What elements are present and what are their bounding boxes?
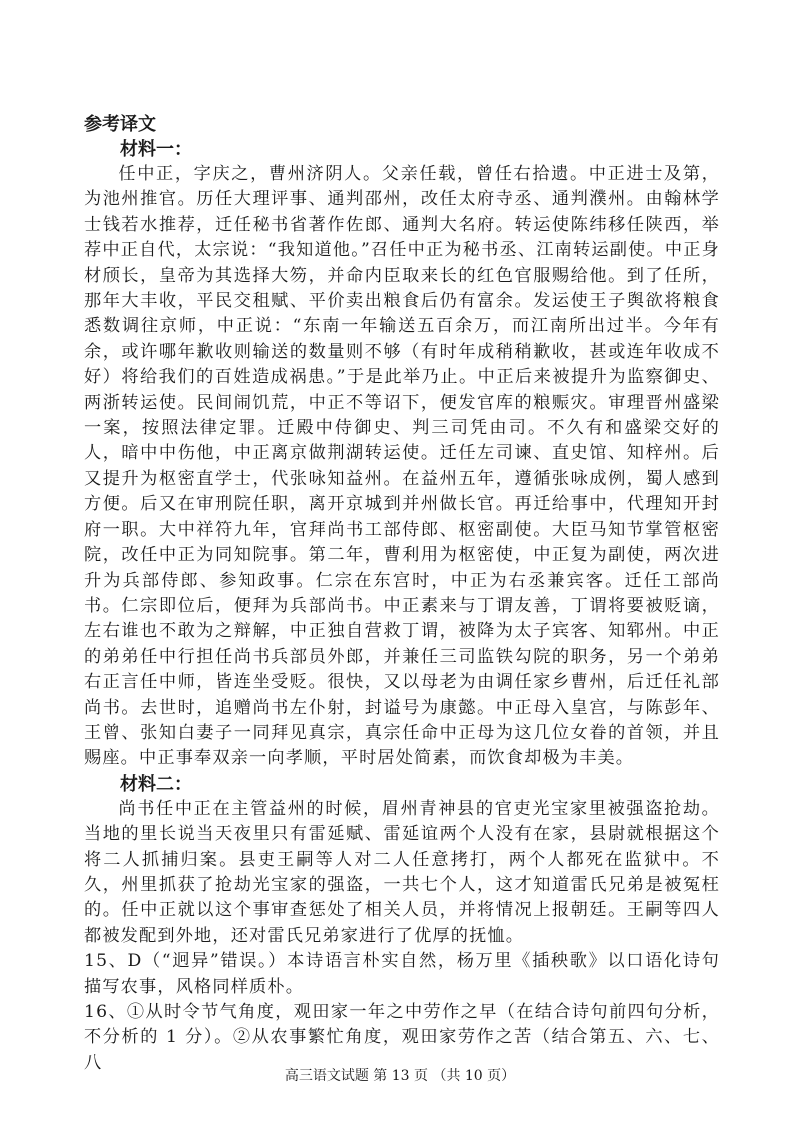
- page-footer: 高三语文试题 第 13 页 （共 10 页）: [284, 1068, 516, 1084]
- material-two-text: 尚书任中正在主管益州的时候，眉州青神县的官吏光宝家里被强盗抢劫。当地的里长说当天夜里只有雷延赋、雷延谊两个人没有在家，县尉就根据这个将二人抓捕归案。县吏王嗣等人对二人任意拷打，两个人都死在监狱中。不久，州里抓获了抢劫光宝家的强盗，一共七个人，这才知道雷氏兄弟是被冤枉的。任中正就以这个事审查惩处了相关人员，并将情况上报朝廷。王嗣等四人都被发配到外地，还对雷氏兄弟家进行了优厚的抚恤。: [84, 798, 720, 946]
- material-one-label: 材料一：: [120, 139, 192, 160]
- material-one-text: 任中正，字庆之，曹州济阴人。父亲任载，曾任右拾遗。中正进士及第，为池州推官。历任大理评事、通判邵州，改任太府寺丞、通判濮州。由翰林学士钱若水推荐，迁任秘书省著作佐郎、通判大名府。转运使陈纬移任陕西，举荐中正自代，太宗说：“我知道他。”召任中正为秘书丞、江南转运副使。中正身材颀长，皇帝为其选择大笏，并命内臣取来长的红色官服赐给他。到了任所，那年大丰收，平民交租赋、平价卖出粮食后仍有富余。发运使王子舆欲将粮食悉数调往京师，中正说：“东南一年输送五百余万，而江南所出过半。今年有余，或许哪年歉收则输送的数量则不够（有时年成稍稍歉收，甚或连年收成不好）将给我们的百姓造成祸患。”于是此举乃止。中正后来被提升为监察御史、两浙转运使。民间闹饥荒，中正不等诏下，便发官库的粮赈灾。审理晋州盛梁一案，按照法律定罪。迁殿中侍御史、判三司凭由司。不久有和盛梁交好的人，暗中中伤他，中正离京做荆湖转运使。迁任左司谏、直史馆、知梓州。后又提升为枢密直学士，代张咏知益州。在益州五年，遵循张咏成例，蜀人感到方便。后又在审刑院任职，离开京城到并州做长官。再迁给事中，代理知开封府一职。大中祥符九年，官拜尚书工部侍郎、枢密副使。大臣马知节掌管枢密院，改任中正为同知院事。第二年，曹利用为枢密使，中正复为副使，两次进升为兵部侍郎、参知政事。仁宗在东宫时，中正为右丞兼宾客。迁任工部尚书。仁宗即位后，便拜为兵部尚书。中正素来与丁谓友善，丁谓将要被贬谪，左右谁也不敢为之辩解，中正独自营救丁谓，被降为太子宾客、知郓州。中正的弟弟任中行担任尚书兵部员外郎，并兼任三司监铁勾院的职务，另一个弟弟右正言任中师，皆连坐受贬。很快，又以母老为由调任家乡曹州，后迁任礼部尚书。去世时，追赠尚书左仆射，封谥号为康懿。中正母入皇宫，与陈彭年、王曾、张知白妻子一同拜见真宗，真宗任命中正母为这几位女眷的首领，并且赐座。中正事奉双亲一向孝顺，平时居处简素，而饮食却极为丰美。: [84, 164, 720, 769]
- translation-heading: 参考译文: [84, 114, 156, 135]
- answer-16: 16、①从时令节气角度，观田家一年之中劳作之早（在结合诗句前四句分析，不分析的 1 分）。②从农事繁忙角度，观田家劳作之苦（结合第五、六、七、八: [84, 1002, 720, 1073]
- answer-15: 15、D（“迥异”错误。）本诗语言朴实自然，杨万里《插秧歌》以口语化诗句描写农事，风格同样质朴。: [84, 951, 720, 997]
- document-page: [84, 112, 720, 1076]
- material-two-label: 材料二：: [120, 773, 192, 795]
